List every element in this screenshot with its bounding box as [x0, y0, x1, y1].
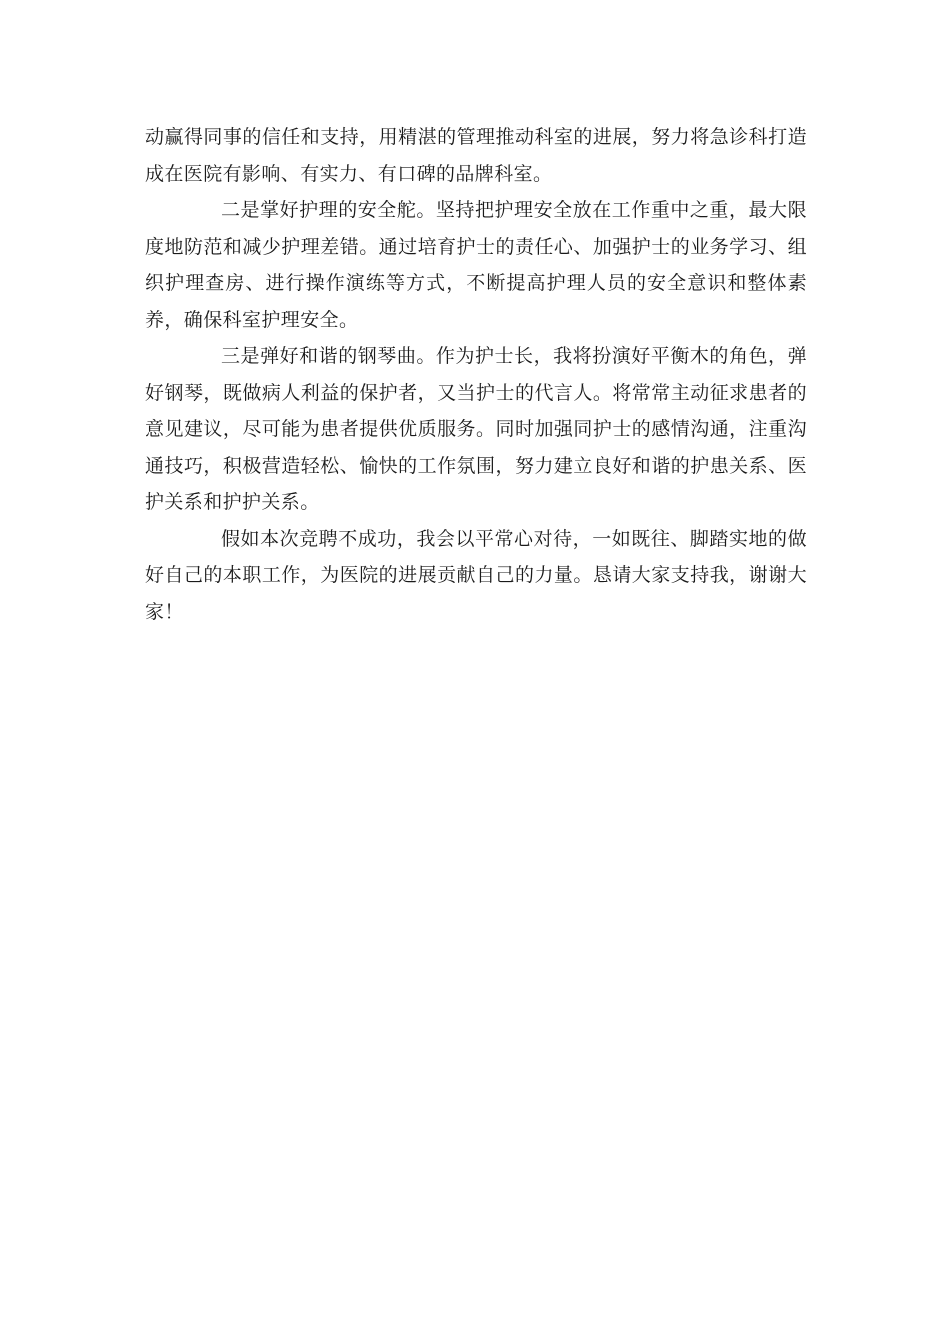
- paragraph-continuation: 动赢得同事的信任和支持，用精湛的管理推动科室的进展，努力将急诊科打造成在医院有影响、有实力、有口碑的品牌科室。: [145, 126, 807, 185]
- body-text: [145, 119, 807, 630]
- paragraph-harmony: 三是弹好和谐的钢琴曲。作为护士长，我将扮演好平衡木的角色，弹好钢琴，既做病人利益的保护者，又当护士的代言人。将常常主动征求患者的意见建议，尽可能为患者提供优质服务。同时加强同护士的感情沟通，注重沟通技巧，积极营造轻松、愉快的工作氛围，努力建立良好和谐的护患关系、医护关系和护护关系。: [145, 345, 807, 513]
- paragraph-safety: 二是掌好护理的安全舵。坚持把护理安全放在工作重中之重，最大限度地防范和减少护理差错。通过培育护士的责任心、加强护士的业务学习、组织护理查房、进行操作演练等方式，不断提高护理人员的安全意识和整体素养，确保科室护理安全。: [145, 199, 807, 331]
- paragraph-closing: 假如本次竞聘不成功，我会以平常心对待，一如既往、脚踏实地的做好自己的本职工作，为医院的进展贡献自己的力量。恳请大家支持我，谢谢大家！: [145, 527, 807, 623]
